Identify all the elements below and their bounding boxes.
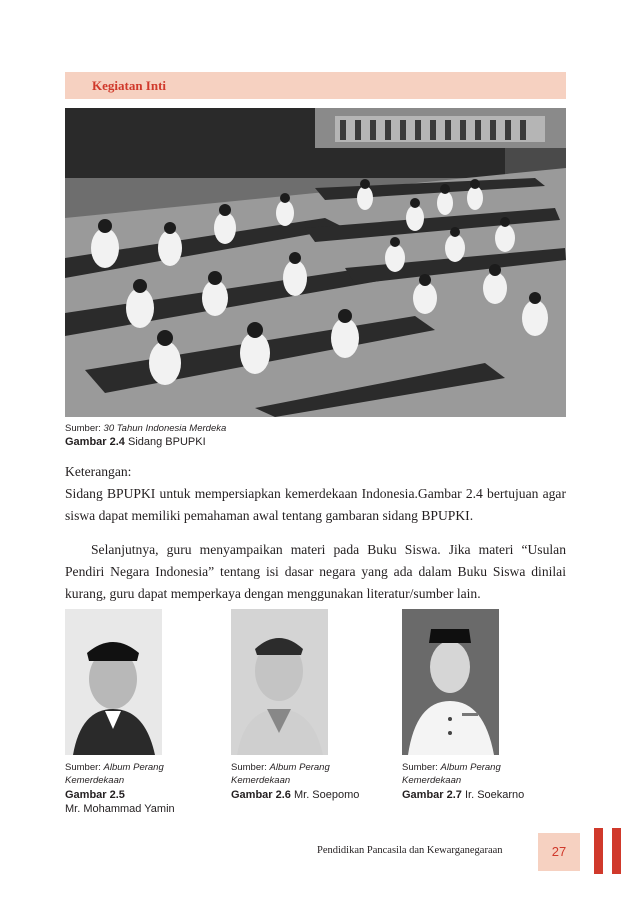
footer-book-title: Pendidikan Pancasila dan Kewarganegaraan xyxy=(317,845,503,856)
figure-source: Kemerdekaan xyxy=(65,775,125,786)
figure-caption: Gambar 2.6 Mr. Soepomo xyxy=(231,789,360,801)
decorative-stripe xyxy=(612,828,621,874)
figure-source: Sumber: 30 Tahun Indonesia Merdeka xyxy=(65,423,227,434)
figure-caption: Gambar 2.4 Sidang BPUPKI xyxy=(65,436,206,448)
keterangan-label: Keterangan: xyxy=(65,464,132,479)
figure-source: Sumber: Album Perang xyxy=(231,762,330,773)
figure-source: Sumber: Album Perang xyxy=(65,762,164,773)
figure-caption-name: Mr. Mohammad Yamin xyxy=(65,803,175,815)
figure-source: Sumber: Album Perang xyxy=(402,762,501,773)
decorative-stripe xyxy=(594,828,603,874)
keterangan-text: Sidang BPUPKI untuk mempersiapkan kemerdekaan Indonesia.Gambar 2.4 bertujuan agar siswa dapat memiliki pemahaman awal tentang gambaran sidang BPUPKI. xyxy=(65,486,566,523)
portrait-soepomo xyxy=(231,609,328,755)
portrait-soekarno xyxy=(402,609,499,755)
page-number: 27 xyxy=(551,844,567,859)
figure-caption: Gambar 2.7 Ir. Soekarno xyxy=(402,789,525,801)
figure-source: Kemerdekaan xyxy=(231,775,291,786)
bpupki-session-photo xyxy=(65,108,566,417)
body-paragraph: Selanjutnya, guru menyampaikan materi pada Buku Siswa. Jika materi “Usulan Pendiri Negara Indonesia” tentang isi dasar negara yang ada dalam Buku Siswa dinilai kurang, guru dapat memperkaya dengan menggunakan literatur/sumber lain. xyxy=(65,542,566,601)
figure-caption: Gambar 2.5 xyxy=(65,789,125,801)
figure-source: Kemerdekaan xyxy=(402,775,462,786)
portrait-mohammad-yamin xyxy=(65,609,162,755)
section-title: Kegiatan Inti xyxy=(92,78,167,93)
